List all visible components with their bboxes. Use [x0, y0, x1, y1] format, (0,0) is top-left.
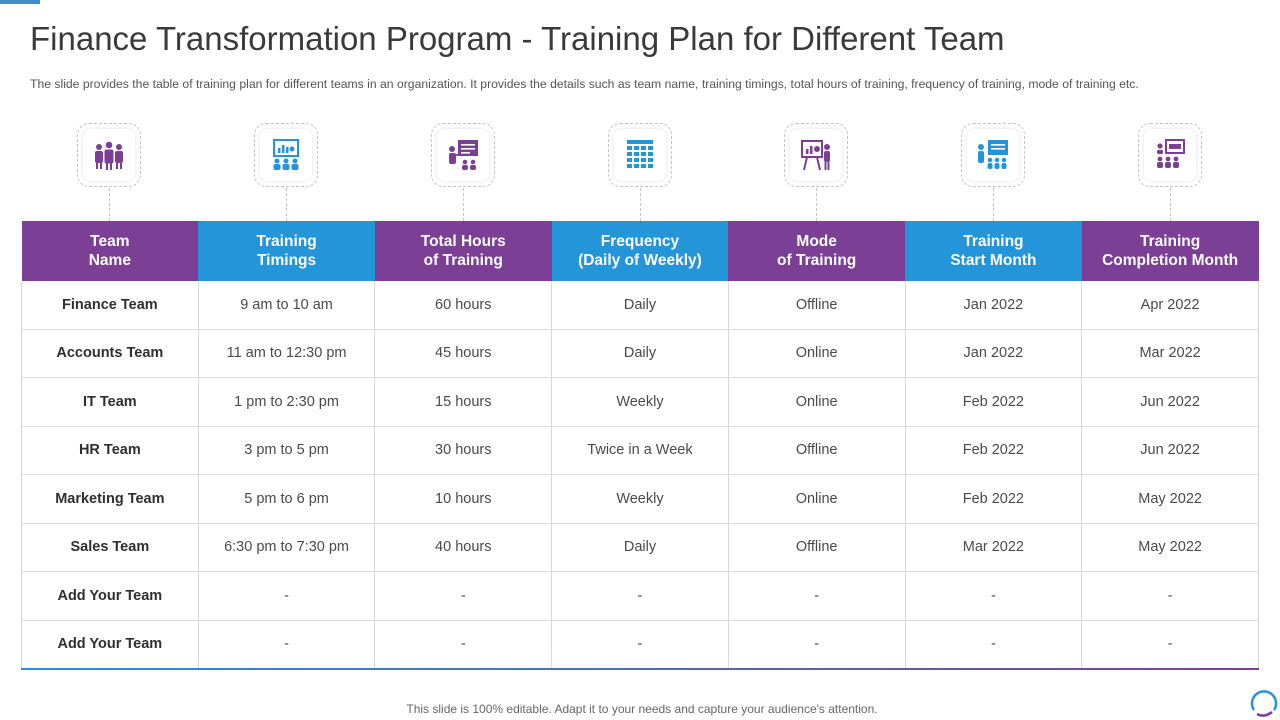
table-cell: Offline: [728, 426, 905, 475]
table-cell: -: [1082, 620, 1259, 668]
table-cell: 10 hours: [375, 475, 552, 524]
icon-column: [21, 122, 198, 222]
icon-frame: [961, 123, 1025, 187]
icon-column: [1082, 122, 1259, 222]
page-subtitle: The slide provides the table of training plan for different teams in an organization. It provides the details such as team name, training timings, total hours of training, frequency of training, mode of training etc.: [30, 77, 1139, 91]
icon-tile: [967, 129, 1019, 181]
icon-frame: [608, 123, 672, 187]
table-cell: Online: [728, 329, 905, 378]
table-cell: 40 hours: [375, 523, 552, 572]
table-cell: -: [905, 572, 1082, 621]
table-cell: -: [728, 620, 905, 668]
icon-tile: [260, 129, 312, 181]
icon-connector-line: [463, 188, 464, 221]
presenter-board-icon: [445, 137, 481, 173]
icon-frame: [431, 123, 495, 187]
corner-logo-icon: [1248, 688, 1280, 720]
calendar-schedule-icon: [622, 137, 658, 173]
table-cell: 1 pm to 2:30 pm: [198, 378, 375, 427]
team-name-cell: Add Your Team: [22, 620, 199, 668]
team-name-cell: Finance Team: [22, 281, 199, 329]
icon-connector-line: [286, 188, 287, 221]
table-row: [22, 426, 1259, 475]
table-cell: -: [198, 572, 375, 621]
table-cell: -: [728, 572, 905, 621]
table-row: [22, 475, 1259, 524]
training-plan-table: [21, 221, 1259, 668]
table-row: [22, 620, 1259, 668]
icon-column: [198, 122, 375, 222]
table-cell: Daily: [552, 281, 729, 329]
icon-connector-line: [640, 188, 641, 221]
icon-column: [375, 122, 552, 222]
icon-frame: [784, 123, 848, 187]
table-cell: 45 hours: [375, 329, 552, 378]
audience-screen-icon: [1152, 137, 1188, 173]
team-name-cell: Marketing Team: [22, 475, 199, 524]
table-cell: Online: [728, 378, 905, 427]
table-cell: Daily: [552, 329, 729, 378]
team-name-cell: HR Team: [22, 426, 199, 475]
table-cell: Feb 2022: [905, 475, 1082, 524]
icon-column: [728, 122, 905, 222]
top-accent-bar: [0, 0, 40, 4]
table-bottom-border: [21, 668, 1259, 670]
presentation-meeting-icon: [268, 137, 304, 173]
column-header: Total Hours of Training: [375, 221, 552, 281]
column-header: Training Timings: [198, 221, 375, 281]
table-cell: -: [905, 620, 1082, 668]
icon-column: [905, 122, 1082, 222]
team-name-cell: IT Team: [22, 378, 199, 427]
icon-connector-line: [816, 188, 817, 221]
table-cell: 11 am to 12:30 pm: [198, 329, 375, 378]
table-cell: -: [375, 572, 552, 621]
icon-frame: [77, 123, 141, 187]
icon-tile: [790, 129, 842, 181]
table-cell: Mar 2022: [1082, 329, 1259, 378]
table-cell: 9 am to 10 am: [198, 281, 375, 329]
table-cell: Jan 2022: [905, 281, 1082, 329]
icon-column: [552, 122, 729, 222]
trainer-easel-icon: [798, 137, 834, 173]
table-cell: Jan 2022: [905, 329, 1082, 378]
table-row: [22, 523, 1259, 572]
table-cell: Offline: [728, 281, 905, 329]
table-cell: May 2022: [1082, 523, 1259, 572]
table-body: [22, 281, 1259, 668]
table-cell: 3 pm to 5 pm: [198, 426, 375, 475]
team-name-cell: Add Your Team: [22, 572, 199, 621]
column-header: Frequency (Daily of Weekly): [552, 221, 729, 281]
table-row: [22, 281, 1259, 329]
table-row: [22, 378, 1259, 427]
table-cell: -: [1082, 572, 1259, 621]
column-header: Team Name: [22, 221, 199, 281]
table-cell: 30 hours: [375, 426, 552, 475]
table-cell: 60 hours: [375, 281, 552, 329]
icon-connector-line: [993, 188, 994, 221]
table-cell: May 2022: [1082, 475, 1259, 524]
icon-tile: [1144, 129, 1196, 181]
table-cell: Weekly: [552, 475, 729, 524]
table-cell: Twice in a Week: [552, 426, 729, 475]
table-cell: Feb 2022: [905, 378, 1082, 427]
table-header-row: [22, 221, 1259, 281]
icon-connector-line: [1170, 188, 1171, 221]
table-cell: Offline: [728, 523, 905, 572]
table-cell: Jun 2022: [1082, 426, 1259, 475]
table-row: [22, 329, 1259, 378]
table-cell: Weekly: [552, 378, 729, 427]
column-header: Mode of Training: [728, 221, 905, 281]
table-cell: 5 pm to 6 pm: [198, 475, 375, 524]
column-header: Training Start Month: [905, 221, 1082, 281]
classroom-training-icon: [975, 137, 1011, 173]
table-cell: Mar 2022: [905, 523, 1082, 572]
team-group-icon: [91, 137, 127, 173]
icon-tile: [83, 129, 135, 181]
table-cell: Online: [728, 475, 905, 524]
table-cell: 15 hours: [375, 378, 552, 427]
icons-row: [21, 122, 1259, 222]
icon-frame: [254, 123, 318, 187]
table-cell: Jun 2022: [1082, 378, 1259, 427]
table-row: [22, 572, 1259, 621]
icon-frame: [1138, 123, 1202, 187]
team-name-cell: Accounts Team: [22, 329, 199, 378]
table-cell: -: [552, 572, 729, 621]
table-cell: 6:30 pm to 7:30 pm: [198, 523, 375, 572]
column-header: Training Completion Month: [1082, 221, 1259, 281]
table-cell: -: [375, 620, 552, 668]
table-cell: Apr 2022: [1082, 281, 1259, 329]
team-name-cell: Sales Team: [22, 523, 199, 572]
table-cell: Daily: [552, 523, 729, 572]
page-title: Finance Transformation Program - Training Plan for Different Team: [30, 20, 1005, 57]
icon-tile: [437, 129, 489, 181]
icon-tile: [614, 129, 666, 181]
icon-connector-line: [109, 188, 110, 221]
table-cell: -: [198, 620, 375, 668]
table-cell: Feb 2022: [905, 426, 1082, 475]
table-cell: -: [552, 620, 729, 668]
footer-note: This slide is 100% editable. Adapt it to your needs and capture your audience's attention.: [406, 702, 878, 716]
